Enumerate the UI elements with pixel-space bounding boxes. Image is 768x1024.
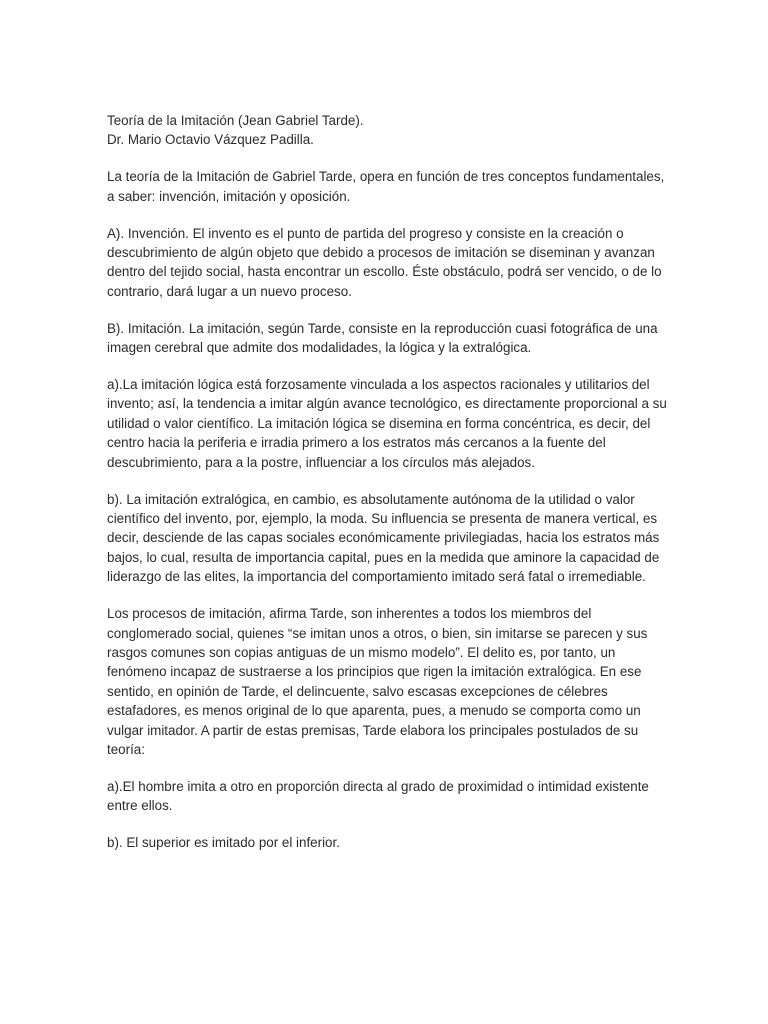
text-line: entre ellos. (107, 798, 173, 814)
text-line: teoría: (107, 741, 145, 757)
text-line: Los procesos de imitación, afirma Tarde, son inherentes a todos los miembros del (107, 606, 592, 622)
text-line: A). Invención. El invento es el punto de partida del progreso y consiste en la creación o (107, 225, 624, 241)
text-line: bajos, lo cual, resulta de importancia capital, pues en la medida que aminore la capacidad de (107, 549, 660, 565)
text-line: B). Imitación. La imitación, según Tarde, consiste en la reproducción cuasi fotográfica de una (107, 320, 658, 336)
paragraph-invencion (107, 224, 667, 302)
paragraph-postulado-b (107, 833, 667, 852)
text-line: liderazgo de las elites, la importancia del comportamiento imitado será fatal o irremediable. (107, 569, 646, 585)
text-line: imagen cerebral que admite dos modalidades, la lógica y la extralógica. (107, 340, 532, 356)
document-header (107, 111, 667, 150)
text-line: La teoría de la Imitación de Gabriel Tarde, opera en función de tres conceptos fundamentales, (107, 169, 665, 185)
text-line: conglomerado social, quienes “se imitan unos a otros, o bien, sin imitarse se parecen y sus (107, 625, 648, 641)
text-line: vulgar imitador. A partir de estas premisas, Tarde elabora los principales postulados de su (107, 722, 639, 738)
paragraph-imitacion (107, 319, 667, 358)
text-line: a saber: invención, imitación y oposición. (107, 188, 351, 204)
text-line: a).El hombre imita a otro en proporción directa al grado de proximidad o intimidad existente (107, 778, 649, 794)
text-line: contrario, dará lugar a un nuevo proceso. (107, 283, 352, 299)
text-line: a).La imitación lógica está forzosamente vinculada a los aspectos racionales y utilitarios del (107, 377, 650, 393)
text-line: descubrimiento de algún objeto que debido a procesos de imitación se diseminan y avanzan (107, 245, 655, 261)
paragraph-imitacion-logica (107, 375, 667, 472)
paragraph-imitacion-extralogica (107, 490, 667, 587)
text-line: decir, desciende de las capas sociales económicamente privilegiadas, hacia los estratos más (107, 530, 660, 546)
text-line: centro hacia la periferia e irradia primero a los estratos más cercanos a la fuente del (107, 435, 606, 451)
text-line: dentro del tejido social, hasta encontrar un escollo. Éste obstáculo, podrá ser vencido, o de lo (107, 264, 662, 280)
paragraph-postulado-a (107, 777, 667, 816)
text-line: descubrimiento, para a la postre, influenciar a los círculos más alejados. (107, 454, 535, 470)
document-body (107, 111, 667, 870)
text-line: b). La imitación extralógica, en cambio, es absolutamente autónoma de la utilidad o valor (107, 491, 635, 507)
document-title: Teoría de la Imitación (Jean Gabriel Tarde). (107, 113, 364, 128)
paragraph-procesos (107, 604, 667, 759)
text-line: estafadores, es menos original de lo que aparenta, pues, a menudo se comporta como un (107, 703, 641, 719)
text-line: sentido, en opinión de Tarde, el delincuente, salvo escasas excepciones de célebres (107, 683, 608, 699)
paragraph-intro (107, 167, 667, 206)
document-author: Dr. Mario Octavio Vázquez Padilla. (107, 132, 314, 148)
text-line: b). El superior es imitado por el inferior. (107, 835, 340, 851)
text-line: fenómeno incapaz de sustraerse a los principios que rigen la imitación extralógica. En ese (107, 664, 642, 680)
text-line: invento; así, la tendencia a imitar algún avance tecnológico, es directamente proporcional a su (107, 396, 667, 412)
text-line: utilidad o valor científico. La imitación lógica se disemina en forma concéntrica, es decir, del (107, 415, 651, 431)
text-line: científico del invento, por, ejemplo, la moda. Su influencia se presenta de manera vertical, es (107, 511, 658, 526)
text-line: rasgos comunes son copias antiguas de un mismo modelo”. El delito es, por tanto, un (107, 644, 616, 660)
